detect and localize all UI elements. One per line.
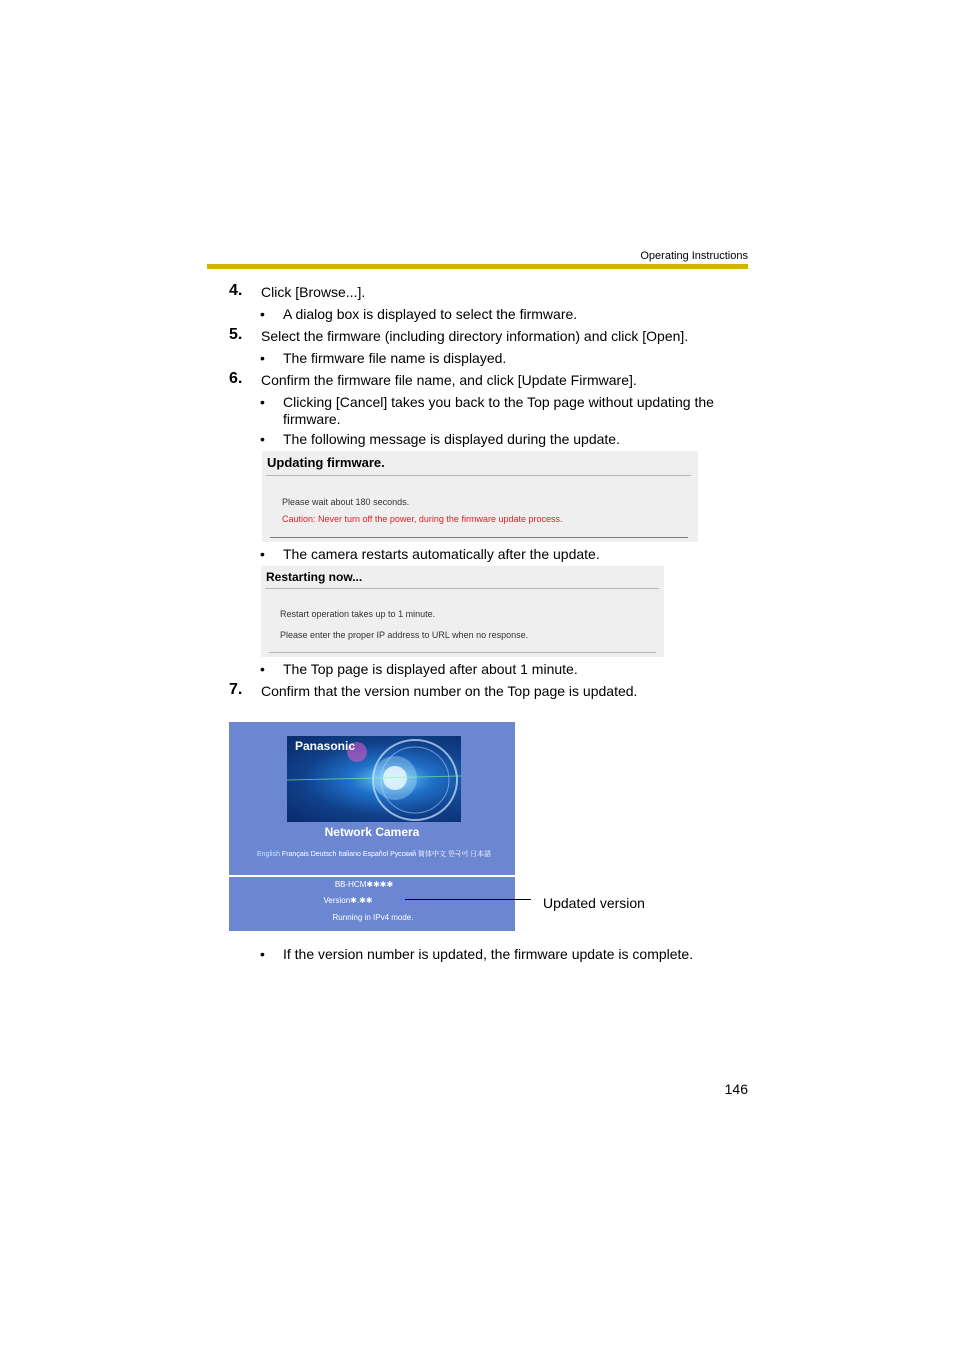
updating-firmware-panel xyxy=(262,451,698,542)
bullet-dot: • xyxy=(260,350,265,366)
camera-divider xyxy=(229,875,515,877)
version-number: Version✱.✱✱ xyxy=(323,896,373,905)
header-divider xyxy=(207,264,748,269)
step-text: Confirm the firmware file name, and click [Update Firmware]. xyxy=(261,372,637,388)
panel-divider-bottom xyxy=(269,652,656,653)
bullet-dot: • xyxy=(260,946,265,962)
bullet-item xyxy=(260,394,740,430)
language-link-english[interactable]: English xyxy=(257,851,280,858)
panel-divider-bottom xyxy=(270,537,688,538)
bullet-text: The camera restarts automatically after the update. xyxy=(283,546,600,562)
bullet-item xyxy=(260,306,740,324)
bullet-text: Clicking [Cancel] takes you back to the Top page without updating the xyxy=(283,394,714,410)
bullet-dot: • xyxy=(260,306,265,322)
bullet-text: A dialog box is displayed to select the firmware. xyxy=(283,306,578,322)
panel-divider xyxy=(266,475,691,476)
bullet-dot: • xyxy=(260,546,265,562)
restarting-panel xyxy=(261,566,664,657)
bullet-text: The firmware file name is displayed. xyxy=(283,350,507,366)
bullet-text: The Top page is displayed after about 1 minute. xyxy=(283,661,578,677)
panel-message: Restart operation takes up to 1 minute. xyxy=(280,609,436,619)
language-link-list[interactable]: Français Deutsch Italiano Español Русский 简体中文 한국어 日本語 xyxy=(281,851,492,858)
step-number: 4. xyxy=(229,282,243,299)
camera-banner-image xyxy=(287,736,461,822)
callout-label: Updated version xyxy=(543,895,645,911)
panel-message: Please wait about 180 seconds. xyxy=(282,497,410,507)
bullet-item xyxy=(260,661,740,679)
step-number: 5. xyxy=(229,326,243,343)
bullet-item xyxy=(260,431,740,449)
model-name: BB-HCM✱✱✱✱ xyxy=(334,880,394,889)
step-text: Click [Browse...]. xyxy=(261,284,366,300)
camera-title: Network Camera xyxy=(324,825,420,839)
bullet-item xyxy=(260,946,740,964)
bullet-text-cont: firmware. xyxy=(283,411,341,427)
step-text: Confirm that the version number on the Top page is updated. xyxy=(261,683,638,699)
panel-warning: Caution: Never turn off the power, during the firmware update process. xyxy=(282,514,563,524)
bullet-text: If the version number is updated, the firmware update is complete. xyxy=(283,946,694,962)
step-number: 6. xyxy=(229,370,243,387)
panel-title: Updating firmware. xyxy=(267,455,385,470)
bullet-text: The following message is displayed during the update. xyxy=(283,431,620,447)
bullet-dot: • xyxy=(260,394,265,410)
callout-leader-line xyxy=(405,899,531,900)
panel-message: Please enter the proper IP address to URL when no response. xyxy=(280,630,529,640)
step-number: 7. xyxy=(229,681,243,698)
language-links xyxy=(257,849,491,859)
header-title: Operating Instructions xyxy=(640,250,748,262)
panel-divider xyxy=(265,588,659,589)
camera-header xyxy=(229,722,515,875)
bullet-dot: • xyxy=(260,431,265,447)
brand-logo: Panasonic xyxy=(295,739,356,753)
page-number: 146 xyxy=(724,1081,748,1097)
step-text: Select the firmware (including directory information) and click [Open]. xyxy=(261,328,689,344)
bullet-item xyxy=(260,350,740,368)
ip-mode: Running in IPv4 mode. xyxy=(332,913,414,922)
bullet-dot: • xyxy=(260,661,265,677)
bullet-item xyxy=(260,546,740,564)
panel-title: Restarting now... xyxy=(266,570,363,584)
